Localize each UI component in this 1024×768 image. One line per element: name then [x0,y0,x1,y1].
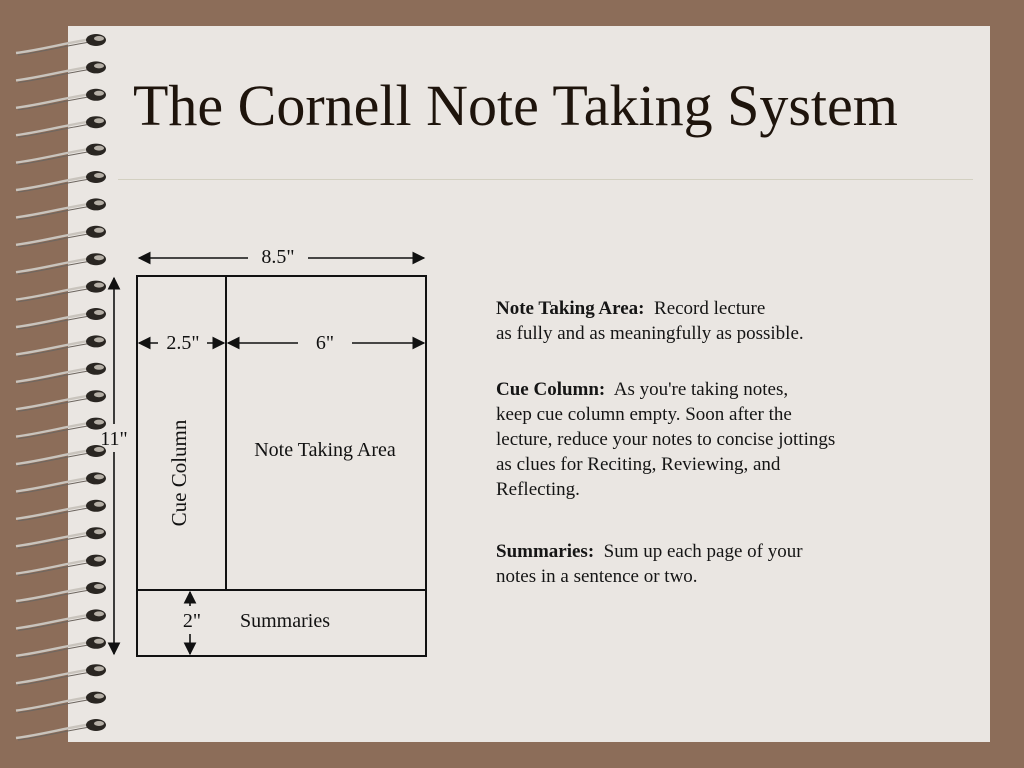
description-heading: Cue Column: [496,379,606,400]
notes-width-label: 6" [315,332,335,354]
description-line: as clues for Reciting, Reviewing, and [496,454,781,475]
description-line: keep cue column empty. Soon after the [496,404,792,425]
description-line: notes in a sentence or two. [496,566,698,587]
width-label: 8.5" [261,246,295,268]
cue-width-label: 2.5" [166,332,200,354]
cue-column-description [496,377,956,502]
note-area-description [496,296,956,346]
description-heading: Summaries: [496,541,595,562]
summaries-label: Summaries [240,610,330,632]
description-line: lecture, reduce your notes to concise jottings [496,429,836,450]
description-line: As you're taking notes, [613,379,789,400]
description-line: as fully and as meaningfully as possible. [496,323,804,344]
summary-height-label: 2" [182,610,202,632]
description-line: Reflecting. [496,479,580,500]
slide-title: The Cornell Note Taking System [133,73,898,138]
summaries-description [496,539,956,589]
description-heading: Note Taking Area: [496,298,645,319]
description-line: Sum up each page of your [603,541,803,562]
description-line: Record lecture [654,298,766,319]
cue-column-label: Cue Column [167,419,191,527]
height-label: 11" [100,428,128,450]
note-area-label: Note Taking Area [254,439,396,461]
